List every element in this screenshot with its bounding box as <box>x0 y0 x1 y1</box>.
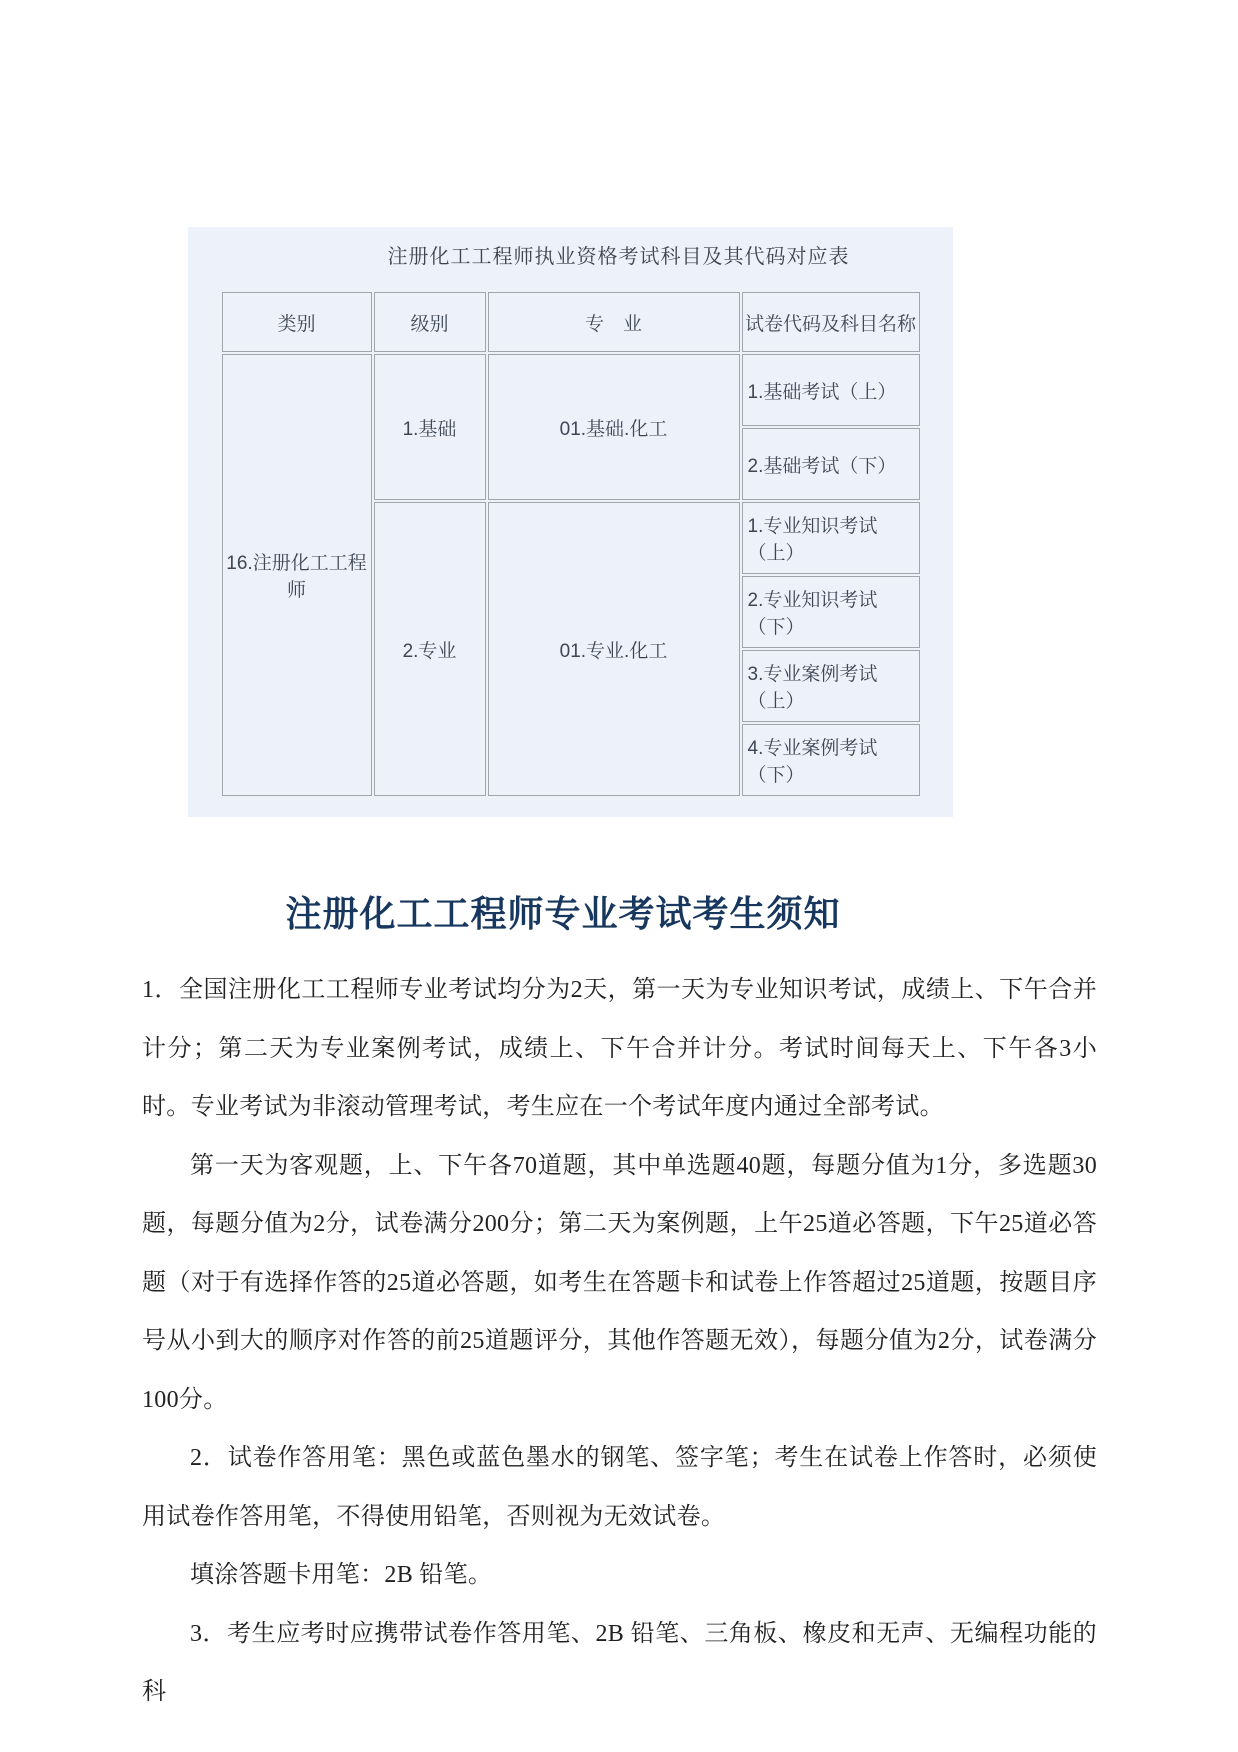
major-cell-professional: 01.专业.化工 <box>488 502 740 796</box>
notice-paragraph-4: 填涂答题卡用笔：2B 铅笔。 <box>190 1562 493 1588</box>
level-cell-basic: 1.基础 <box>374 354 486 500</box>
notice-paragraph-3: 2．试卷作答用笔：黑色或蓝色墨水的钢笔、签字笔；考生在试卷上作答时，必须使用试卷作答用笔，不得使用铅笔，否则视为无效试卷。 <box>142 1445 1097 1530</box>
table-row <box>222 354 920 426</box>
exam-code-panel <box>188 227 953 817</box>
level-cell-professional: 2.专业 <box>374 502 486 796</box>
notice-paragraph-1: 1．全国注册化工工程师专业考试均分为2天，第一天为专业知识考试，成绩上、下午合并计分；第二天为专业案例考试，成绩上、下午合并计分。考试时间每天上、下午各3小时。专业考试为非滚动管理考试，考生应在一个考试年度内通过全部考试。 <box>142 977 1097 1120</box>
notice-paragraph-5: 3．考生应考时应携带试卷作答用笔、2B 铅笔、三角板、橡皮和无声、无编程功能的科 <box>142 1620 1097 1705</box>
paper-cell: 1.专业知识考试（上） <box>742 502 920 574</box>
table-header-row <box>222 292 920 352</box>
paper-cell: 1.基础考试（上） <box>742 354 920 426</box>
paper-cell: 2.基础考试（下） <box>742 428 920 500</box>
exam-code-table-title: 注册化工工程师执业资格考试科目及其代码对应表 <box>387 246 850 268</box>
paper-cell: 4.专业案例考试（下） <box>742 724 920 796</box>
notice-heading: 注册化工工程师专业考试考生须知 <box>285 894 841 935</box>
col-header-paper-code: 试卷代码及科目名称 <box>742 292 920 352</box>
col-header-category: 类别 <box>222 292 372 352</box>
category-cell: 16.注册化工工程师 <box>222 354 372 796</box>
col-header-level: 级别 <box>374 292 486 352</box>
col-header-major: 专 业 <box>488 292 740 352</box>
exam-code-table <box>220 290 922 798</box>
paper-cell: 3.专业案例考试（上） <box>742 650 920 722</box>
notice-body <box>142 961 1097 1722</box>
major-cell-basic: 01.基础.化工 <box>488 354 740 500</box>
paper-cell: 2.专业知识考试（下） <box>742 576 920 648</box>
notice-paragraph-2: 第一天为客观题，上、下午各70道题，其中单选题40题，每题分值为1分，多选题30题，每题分值为2分，试卷满分200分；第二天为案例题，上午25道必答题，下午25道必答题（对于有选择作答的25道必答题，如考生在答题卡和试卷上作答超过25道题，按题目序号从小到大的顺序对作答的前25道题评分，其他作答题无效），每题分值为2分，试卷满分100分。 <box>142 1152 1097 1413</box>
